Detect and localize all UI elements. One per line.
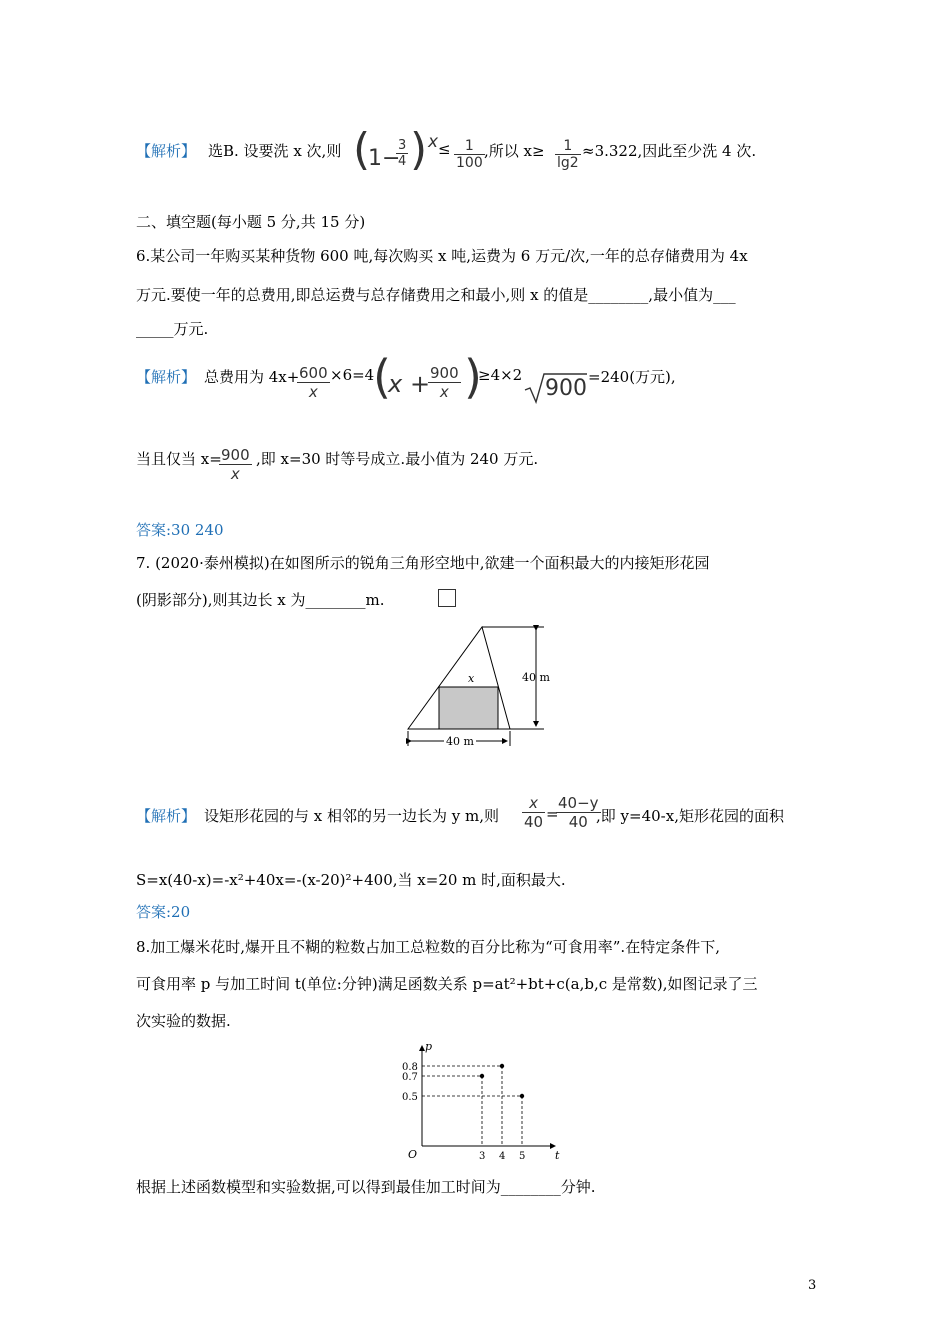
scatter-chart [390, 1040, 570, 1165]
fraction-900-x [219, 446, 252, 483]
left-paren: ( [353, 124, 371, 175]
x-tick-label: 3 [479, 1151, 486, 1162]
solution-text: ,即 y=40-x,矩形花园的面积 [596, 807, 784, 825]
numerator: 900 [430, 364, 459, 382]
denominator: x [230, 465, 240, 483]
solution-text: 当且仅当 x= [136, 450, 222, 468]
denominator: 40 [524, 813, 544, 831]
solution-text: 设矩形花园的与 x 相邻的另一边长为 y m,则 [204, 807, 499, 825]
denominator: x [308, 383, 318, 401]
question-text: 根据上述函数模型和实验数据,可以得到最佳加工时间为________分钟. [136, 1178, 596, 1196]
solution-tag: 【解析】 [136, 142, 197, 160]
question-text: 7. (2020·泰州模拟)在如图所示的锐角三角形空地中,欲建一个面积最大的内接矩形花园 [136, 554, 710, 572]
solution-text: S=x(40-x)=-x²+40x=-(x-20)²+400,当 x=20 m 时,面积最大. [136, 871, 566, 889]
fraction-1-100 [454, 138, 485, 171]
solution-tag: 【解析】 [136, 807, 197, 825]
y-axis-label: p [425, 1040, 433, 1053]
math-one: 1 [368, 146, 382, 171]
fraction-40-y-40 [556, 794, 601, 831]
data-point [480, 1074, 484, 1078]
solution-text: ×6=4 [330, 366, 375, 384]
numerator: 900 [221, 446, 250, 464]
x-axis-label: t [555, 1149, 560, 1162]
question-text: (阴影部分),则其边长 x 为________m. [136, 591, 385, 609]
solution-text: ,所以 x≥ [484, 142, 545, 160]
fraction-x-40 [522, 794, 545, 831]
right-paren: ) [410, 124, 428, 175]
fraction-600-x [297, 364, 330, 401]
triangle-figure [400, 620, 560, 760]
y-tick-label: 0.5 [402, 1092, 418, 1103]
y-tick-label: 0.7 [402, 1072, 418, 1083]
answer-text: 答案:20 [136, 903, 191, 921]
inscribed-rectangle [439, 687, 498, 729]
right-paren: ) [464, 350, 482, 404]
question-text: _____万元. [136, 320, 209, 338]
solution-text: ,即 x=30 时等号成立.最小值为 240 万元. [256, 450, 539, 468]
math-x: x [388, 370, 403, 398]
denominator: 4 [398, 154, 407, 169]
solution-text: ≈3.322,因此至少洗 4 次. [582, 142, 757, 160]
solution-text: =240(万元), [588, 368, 676, 386]
numerator: 3 [398, 138, 407, 153]
sqrt-value: 900 [545, 376, 587, 401]
x-tick-label: 5 [519, 1151, 526, 1162]
denominator: x [439, 383, 449, 401]
math-minus: − [382, 146, 401, 171]
origin-label: O [408, 1148, 418, 1161]
denominator: 40 [568, 813, 588, 831]
answer-text: 答案:30 240 [136, 521, 224, 539]
question-text: 可食用率 p 与加工时间 t(单位:分钟)满足函数关系 p=at²+bt+c(a,b,c 是常数),如图记录了三 [136, 975, 758, 993]
solution-text: 总费用为 4x+ [204, 368, 300, 386]
math-plus: + [410, 370, 431, 398]
fraction-1-lg2 [555, 138, 581, 171]
numerator: x [529, 794, 538, 812]
left-paren: ( [373, 350, 391, 404]
solution-text: 选B. 设要洗 x 次,则 [208, 142, 342, 160]
page-number: 3 [808, 1278, 817, 1293]
label-x: x [468, 672, 475, 685]
fraction-3-4 [396, 138, 408, 169]
checkbox-square [438, 589, 456, 607]
numerator: 40−y [558, 794, 599, 812]
x-tick-label: 4 [499, 1151, 506, 1162]
y-tick-label: 0.8 [402, 1062, 418, 1073]
question-text: 8.加工爆米花时,爆开且不糊的粒数占加工总粒数的百分比称为“可食用率”.在特定条件下, [136, 938, 720, 956]
label-base: 40 m [446, 735, 474, 748]
numerator: 1 [464, 138, 474, 154]
numerator: 1 [563, 138, 573, 154]
numerator: 600 [299, 364, 328, 382]
solution-tag: 【解析】 [136, 368, 197, 386]
question-text: 万元.要使一年的总费用,即总运费与总存储费用之和最小,则 x 的值是________,最小值为___ [136, 286, 736, 304]
label-height: 40 m [522, 671, 550, 684]
fraction-900-x [428, 364, 461, 401]
question-text: 次实验的数据. [136, 1012, 231, 1030]
solution-text: ≥4×2 [478, 366, 523, 384]
data-point [520, 1094, 524, 1098]
section-title: 二、填空题(每小题 5 分,共 15 分) [136, 213, 366, 231]
leq-sign: ≤ [438, 140, 451, 158]
denominator: lg2 [557, 155, 579, 171]
denominator: 100 [456, 155, 483, 171]
data-point [500, 1064, 504, 1068]
equals-sign: = [546, 805, 559, 823]
question-text: 6.某公司一年购买某种货物 600 吨,每次购买 x 吨,运费为 6 万元/次,一年的总存储费用为 4x [136, 247, 748, 265]
exponent-x: x [428, 132, 439, 152]
